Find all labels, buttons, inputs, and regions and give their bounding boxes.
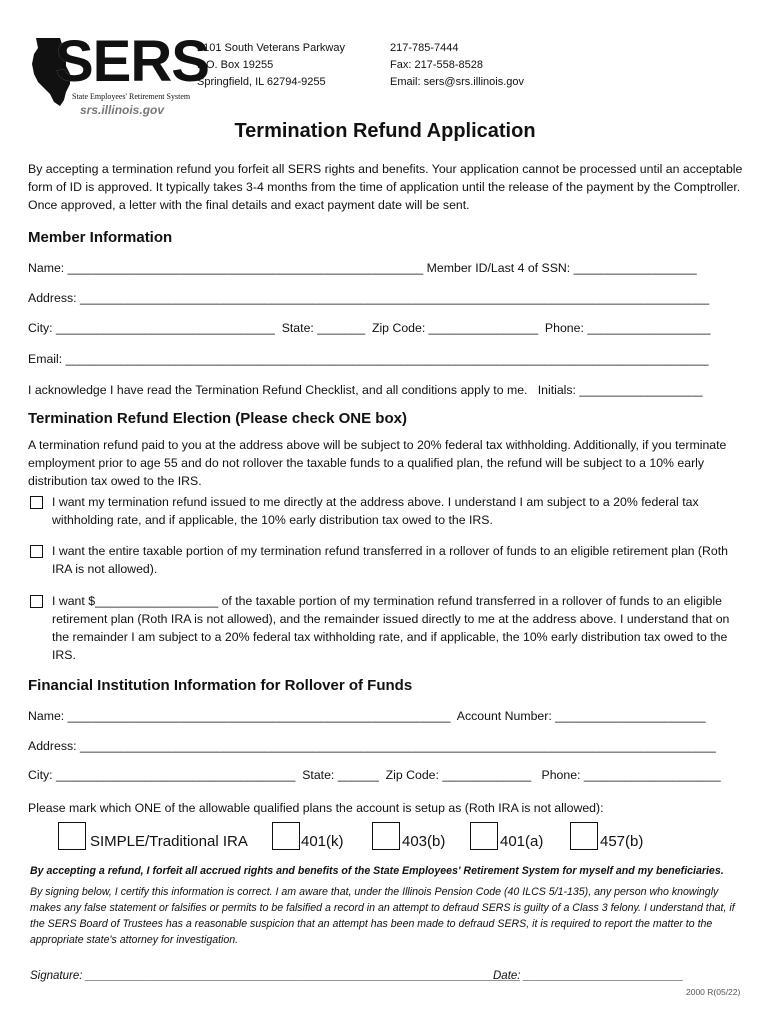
election-heading: Termination Refund Election (Please check ONE box) [28,410,407,427]
plan-checkbox-401a[interactable] [470,822,498,850]
form-number: 2000 R(05/22) [686,987,741,997]
member-address-field[interactable]: Address: ____________________________________________________________________________________________ [28,291,710,305]
fax-number: Fax: 217-558-8528 [390,59,483,71]
fi-name-field[interactable]: Name: ________________________________________________________ Account Number: ______________________ [28,709,706,723]
option-label: I want my termination refund issued to me directly at the address above. I understand I am subject to a 20% federal tax withholding rate, and if applicable, the 10% early distribution tax owed to the IRS. [52,495,699,527]
contact-info [390,40,524,91]
option-direct-refund [28,493,743,529]
intro-paragraph: By accepting a termination refund you forfeit all SERS rights and benefits. Your application cannot be processed until an acceptable form of ID is approved. It typically takes 3-4 months from the time of application until the release of the payment by the Comptroller. Once approved, a letter with the final details and exact payment date will be sent. [28,162,743,212]
signature-field[interactable]: Signature: ____________________________________________________________________ [30,970,521,982]
plan-label: 403(b) [402,833,446,850]
financial-heading: Financial Institution Information for Rollover of Funds [28,677,413,694]
plan-checkbox-403b[interactable] [372,822,400,850]
election-intro: A termination refund paid to you at the address above will be subject to 20% federal tax withholding. Additionally, if you terminate employment prior to age 55 and do not rollover the taxable funds to a qualified plan, the refund will be subject to a 10% early distribution tax owed to the IRS. [28,438,727,488]
member-city-field[interactable]: City: ________________________________ State: _______ Zip Code: ________________ Phone: __________________ [28,321,711,335]
option-full-rollover [28,542,743,578]
certification-statement: By signing below, I certify this information is correct. I am aware that, under the Illinois Pension Code (40 ILCS 5/1-135), any person who knowingly makes any false statement or falsifies or permits to be falsified a record in an attempt to defraud SERS is guilty of a Class 3 felony. I understand that, if the SERS Board of Trustees has a reasonable suspicion that an attempt has been made to defraud SERS, it is required to report the matter to the appropriate state's attorney for investigation. [30,886,735,946]
plan-label: 457(b) [600,833,644,850]
plan-checkbox-simple-ira[interactable] [58,822,86,850]
plans-prompt: Please mark which ONE of the allowable qualified plans the account is setup as (Roth IRA is not allowed): [28,801,604,815]
plan-checkbox-401k[interactable] [272,822,300,850]
address-line: 2101 South Veterans Parkway [197,42,345,54]
plan-label: 401(a) [500,833,544,850]
option-label: I want $__________________ of the taxable portion of my termination refund transferred in a rollover of funds to an eligible retirement plan (Roth IRA is not allowed), and the remainder issued directly to me at the address above. I understand that on the remainder I am subject to a 20% federal tax withholding rate, and if applicable, the 10% early distribution tax owed to the IRS. [52,594,730,662]
fi-address-field[interactable]: Address: _____________________________________________________________________________________________ [28,739,716,753]
forfeit-statement: By accepting a refund, I forfeit all accrued rights and benefits of the State Employees' Retirement System for myself and my beneficiaries. [30,865,724,877]
sers-logo-text: SERS [55,29,209,94]
logo-subtitle: State Employees' Retirement System [72,92,191,101]
option-partial-rollover [28,592,743,664]
plan-label: SIMPLE/Traditional IRA [90,833,248,850]
plan-options [58,822,698,854]
email-address: Email: sers@srs.illinois.gov [390,76,525,88]
member-email-field[interactable]: Email: ______________________________________________________________________________________________ [28,352,709,366]
plan-checkbox-457b[interactable] [570,822,598,850]
option-label: I want the entire taxable portion of my termination refund transferred in a rollover of funds to an eligible retirement plan (Roth IRA is not allowed). [52,544,729,576]
member-info-heading: Member Information [28,229,173,246]
checkbox[interactable] [30,496,43,509]
website-link[interactable]: srs.illinois.gov [80,103,165,117]
fi-city-field[interactable]: City: ___________________________________ State: ______ Zip Code: _____________ Phone: ____________________ [28,768,721,782]
mailing-address [197,40,345,91]
initials-field[interactable]: I acknowledge I have read the Termination Refund Checklist, and all conditions apply to me. Initials: __________________ [28,383,703,397]
phone-number: 217-785-7444 [390,42,459,54]
checkbox[interactable] [30,595,43,608]
address-line: P.O. Box 19255 [197,59,274,71]
date-field[interactable]: Date: _________________________ [493,970,684,982]
address-line: Springfield, IL 62794-9255 [197,76,326,88]
member-name-field[interactable]: Name: ____________________________________________________ Member ID/Last 4 of SSN: __________________ [28,261,697,275]
plan-label: 401(k) [301,833,344,850]
checkbox[interactable] [30,545,43,558]
page-title: Termination Refund Application [234,120,536,142]
